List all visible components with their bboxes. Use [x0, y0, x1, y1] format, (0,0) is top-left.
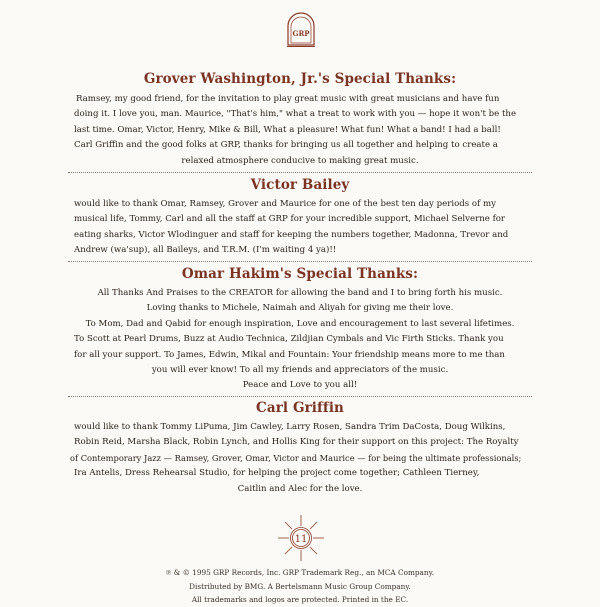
section-divider [68, 396, 532, 397]
section-body-victor [0, 197, 600, 259]
emblem-text: 11 [294, 534, 308, 545]
grp-logo-icon [285, 12, 317, 48]
text-line: Andrew (wa'sup), all Baileys, and T.R.M. (I'm waiting 4 ya)!! [74, 245, 337, 256]
text-line: To Scott at Pearl Drums, Buzz at Audio Technica, Zildjian Cymbals and Vic Firth Sticks. Thank you [74, 334, 504, 345]
text-line: would like to thank Tommy LiPuma, Jim Cawley, Larry Rosen, Sandra Trim DaCosta, Doug Wilkins, [74, 422, 506, 432]
section-body-omar [0, 286, 600, 394]
text-line: Peace and Love to you all! [242, 380, 358, 391]
logo-text: GRP [292, 29, 310, 38]
section-body-carl [0, 420, 600, 497]
section-title-carl: Carl Griffin [256, 400, 344, 416]
text-line: Ramsey, my good friend, for the invitation to play great music with great musicians and have fun [76, 94, 500, 104]
text-line: Loving thanks to Michele, Naimah and Aliyah for giving me their love. [146, 303, 454, 314]
section-divider [68, 172, 532, 173]
footer-line: Distributed by BMG. A Bertelsmann Music Group Company. [189, 581, 411, 591]
text-line: doing it. I love you, man. Maurice, "That's him," what a treat to work with you — hope it won't be the [74, 109, 517, 120]
text-line: All Thanks And Praises to the CREATOR for allowing the band and I to bring forth his music. [97, 288, 503, 298]
section-title-grover: Grover Washington, Jr.'s Special Thanks: [143, 71, 457, 87]
section-divider [68, 261, 532, 262]
text-line: would like to thank Omar, Ramsey, Grover and Maurice for one of the best ten day periods of my [74, 199, 496, 209]
text-line: Robin Reid, Marsha Black, Robin Lynch, and Hollis King for their support on this project: The Royalty [74, 437, 519, 448]
text-line: musical life, Tommy, Carl and all the staff at GRP for your incredible support, Michael Selverne for [74, 214, 506, 225]
text-line: To Mom, Dad and Qabid for enough inspiration, Love and encouragement to last several lifetimes. [85, 318, 515, 329]
text-line: Ira Antelis, Dress Rehearsal Studio, for helping the project come together; Cathleen Tierney, [74, 468, 480, 479]
text-line: last time. Omar, Victor, Henry, Mike & Bill, What a pleasure! What fun! What a band! I had a ball! [74, 124, 501, 135]
text-line: Caitlin and Alec for the love. [237, 483, 363, 494]
text-line: for all your support. To James, Edwin, Mikal and Fountain: Your friendship means more to me than [74, 349, 505, 360]
text-line: relaxed atmosphere conducive to making great music. [181, 155, 419, 166]
text-line: Carl Griffin and the good folks at GRP, thanks for bringing us all together and helping to create a [74, 140, 498, 151]
copyright-footer [0, 566, 600, 607]
footer-line: ℗ & © 1995 GRP Records, Inc. GRP Trademark Reg., an MCA Company. [165, 568, 435, 577]
section-title-omar: Omar Hakim's Special Thanks: [181, 266, 419, 282]
sun-emblem-icon [276, 513, 326, 563]
text-line: eating sharks, Victor Wlodinguer and staff for keeping the numbers together, Madonna, Trevor and [74, 229, 509, 240]
section-title-victor: Victor Bailey [250, 177, 350, 193]
section-body-grover [0, 92, 600, 169]
text-line: you will ever know! To all my friends and appreciators of the music. [151, 365, 449, 376]
text-line: of Contemporary Jazz — Ramsey, Grover, Omar, Victor and Maurice — for being the ultimate professionals; [70, 452, 522, 463]
footer-line: All trademarks and logos are protected. Printed in the EC. [191, 595, 409, 604]
